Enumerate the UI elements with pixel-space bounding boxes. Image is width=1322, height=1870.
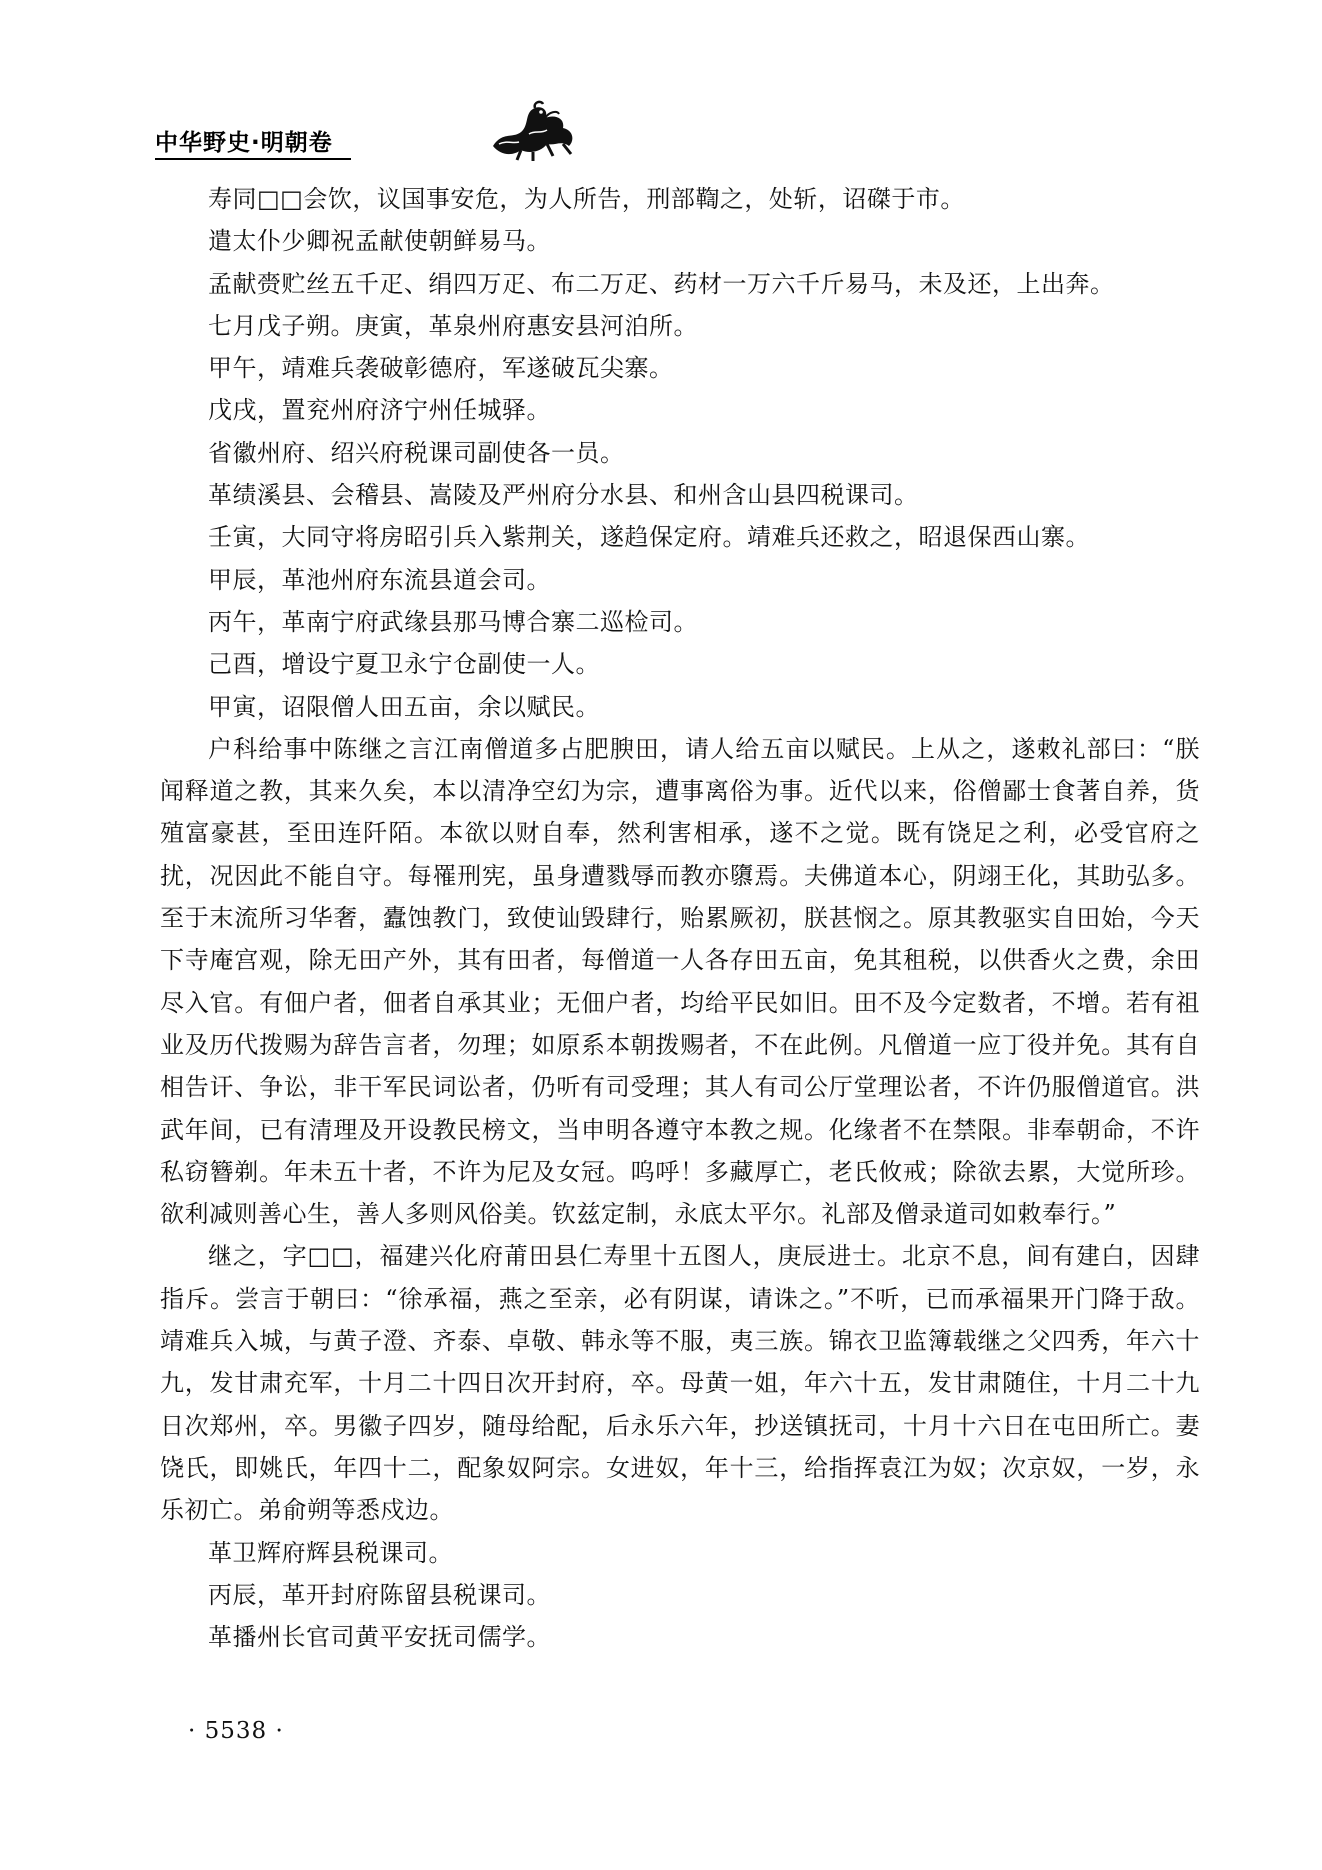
paragraph: 革卫辉府辉县税课司。 xyxy=(208,1538,453,1567)
book-title: 中华野史·明朝卷 xyxy=(155,130,333,156)
running-header xyxy=(155,100,1205,164)
paragraph: 甲寅，诏限僧人田五亩，余以赋民。 xyxy=(208,692,600,721)
paragraph: 己酉，增设宁夏卫永宁仓副使一人。 xyxy=(208,650,600,679)
paragraph: 甲辰，革池州府东流县道会司。 xyxy=(208,565,551,594)
paragraph: 遣太仆少卿祝孟献使朝鲜易马。 xyxy=(208,227,551,256)
main-text xyxy=(160,178,1200,1658)
paragraph: 戊戌，置兖州府济宁州任城驿。 xyxy=(208,396,551,425)
paragraph: 革绩溪县、会稽县、嵩陵及严州府分水县、和州含山县四税课司。 xyxy=(208,481,919,510)
paragraph: 壬寅，大同守将房昭引兵入紫荆关，遂趋保定府。靖难兵还救之，昭退保西山寨。 xyxy=(208,523,1090,552)
dragon-emblem-icon xyxy=(485,100,581,162)
paragraph: 孟献赍贮丝五千疋、绢四万疋、布二万疋、药材一万六千斤易马，未及还，上出奔。 xyxy=(208,269,1115,298)
paragraph: 革播州长官司黄平安抚司儒学。 xyxy=(208,1623,551,1652)
paragraph: 户科给事中陈继之言江南僧道多占肥腴田，请人给五亩以赋民。上从之，遂敕礼部曰：“朕闻释道之教，其来久矣，本以清净空幻为宗，遭事离俗为事。近代以来，俗僧鄙士食著自养，货殖富豪甚，至田连阡陌。本欲以财自奉，然利害相承，遂不之觉。既有饶足之利，必受官府之扰，况因此不能自守。每罹刑宪，虽身遭戮辱而教亦隳焉。夫佛道本心，阴翊王化，其助弘多。至于末流所习华奢，蠹蚀教门，致使讪毁肆行，贻累厥初，朕甚悯之。原其教驱实自田始，今天下寺庵宫观，除无田产外，其有田者，每僧道一人各存田五亩，免其租税，以供香火之费，余田尽入官。有佃户者，佃者自承其业；无佃户者，均给平民如旧。田不及今定数者，不增。若有祖业及历代拨赐为辞告言者，勿理；如原系本朝拨赐者，不在此例。凡僧道一应丁役并免。其有自相告讦、争讼，非干军民词讼者，仍听有司受理；其人有司公厅堂理讼者，不许仍服僧道官。洪武年间，已有清理及开设教民榜文，当申明各遵守本教之规。化缘者不在禁限。非奉朝命，不许私窃簪剃。年未五十者，不许为尼及女冠。呜呼！多藏厚亡，老氏攸戒；除欲去累，大觉所珍。欲利减则善心生，善人多则风俗美。钦兹定制，永底太平尔。礼部及僧录道司如敕奉行。” xyxy=(160,734,1200,1229)
header-underline xyxy=(155,158,351,160)
paragraph: 七月戊子朔。庚寅，革泉州府惠安县河泊所。 xyxy=(208,311,698,340)
paragraph: 丙辰，革开封府陈留县税课司。 xyxy=(208,1580,551,1609)
paragraph: 寿同□□会饮，议国事安危，为人所告，刑部鞫之，处斩，诏磔于市。 xyxy=(208,185,965,213)
paragraph: 甲午，靖难兵袭破彰德府，军遂破瓦尖寨。 xyxy=(208,354,674,383)
paragraph: 丙午，革南宁府武缘县那马博合寨二巡检司。 xyxy=(208,607,698,636)
paragraph: 继之，字□□，福建兴化府莆田县仁寿里十五图人，庚辰进士。北京不息，间有建白，因肆指斥。尝言于朝曰：“徐承福，燕之至亲，必有阴谋，请诛之。”不听，已而承福果开门降于敌。靖难兵入城，与黄子澄、齐泰、卓敬、韩永等不服，夷三族。锦衣卫监簿载继之父四秀，年六十九，发甘肃充军，十月二十四日次开封府，卒。母黄一姐，年六十五，发甘肃随住，十月二十九日次郑州，卒。男徽子四岁，随母给配，后永乐六年，抄送镇抚司，十月十六日在屯田所亡。妻饶氏，即姚氏，年四十二，配象奴阿宗。女进奴，年十三，给指挥袁江为奴；次京奴，一岁，永乐初亡。弟俞朔等悉戍边。 xyxy=(160,1242,1200,1525)
page-number: · 5538 · xyxy=(188,1718,284,1744)
paragraph: 省徽州府、绍兴府税课司副使各一员。 xyxy=(208,438,625,467)
